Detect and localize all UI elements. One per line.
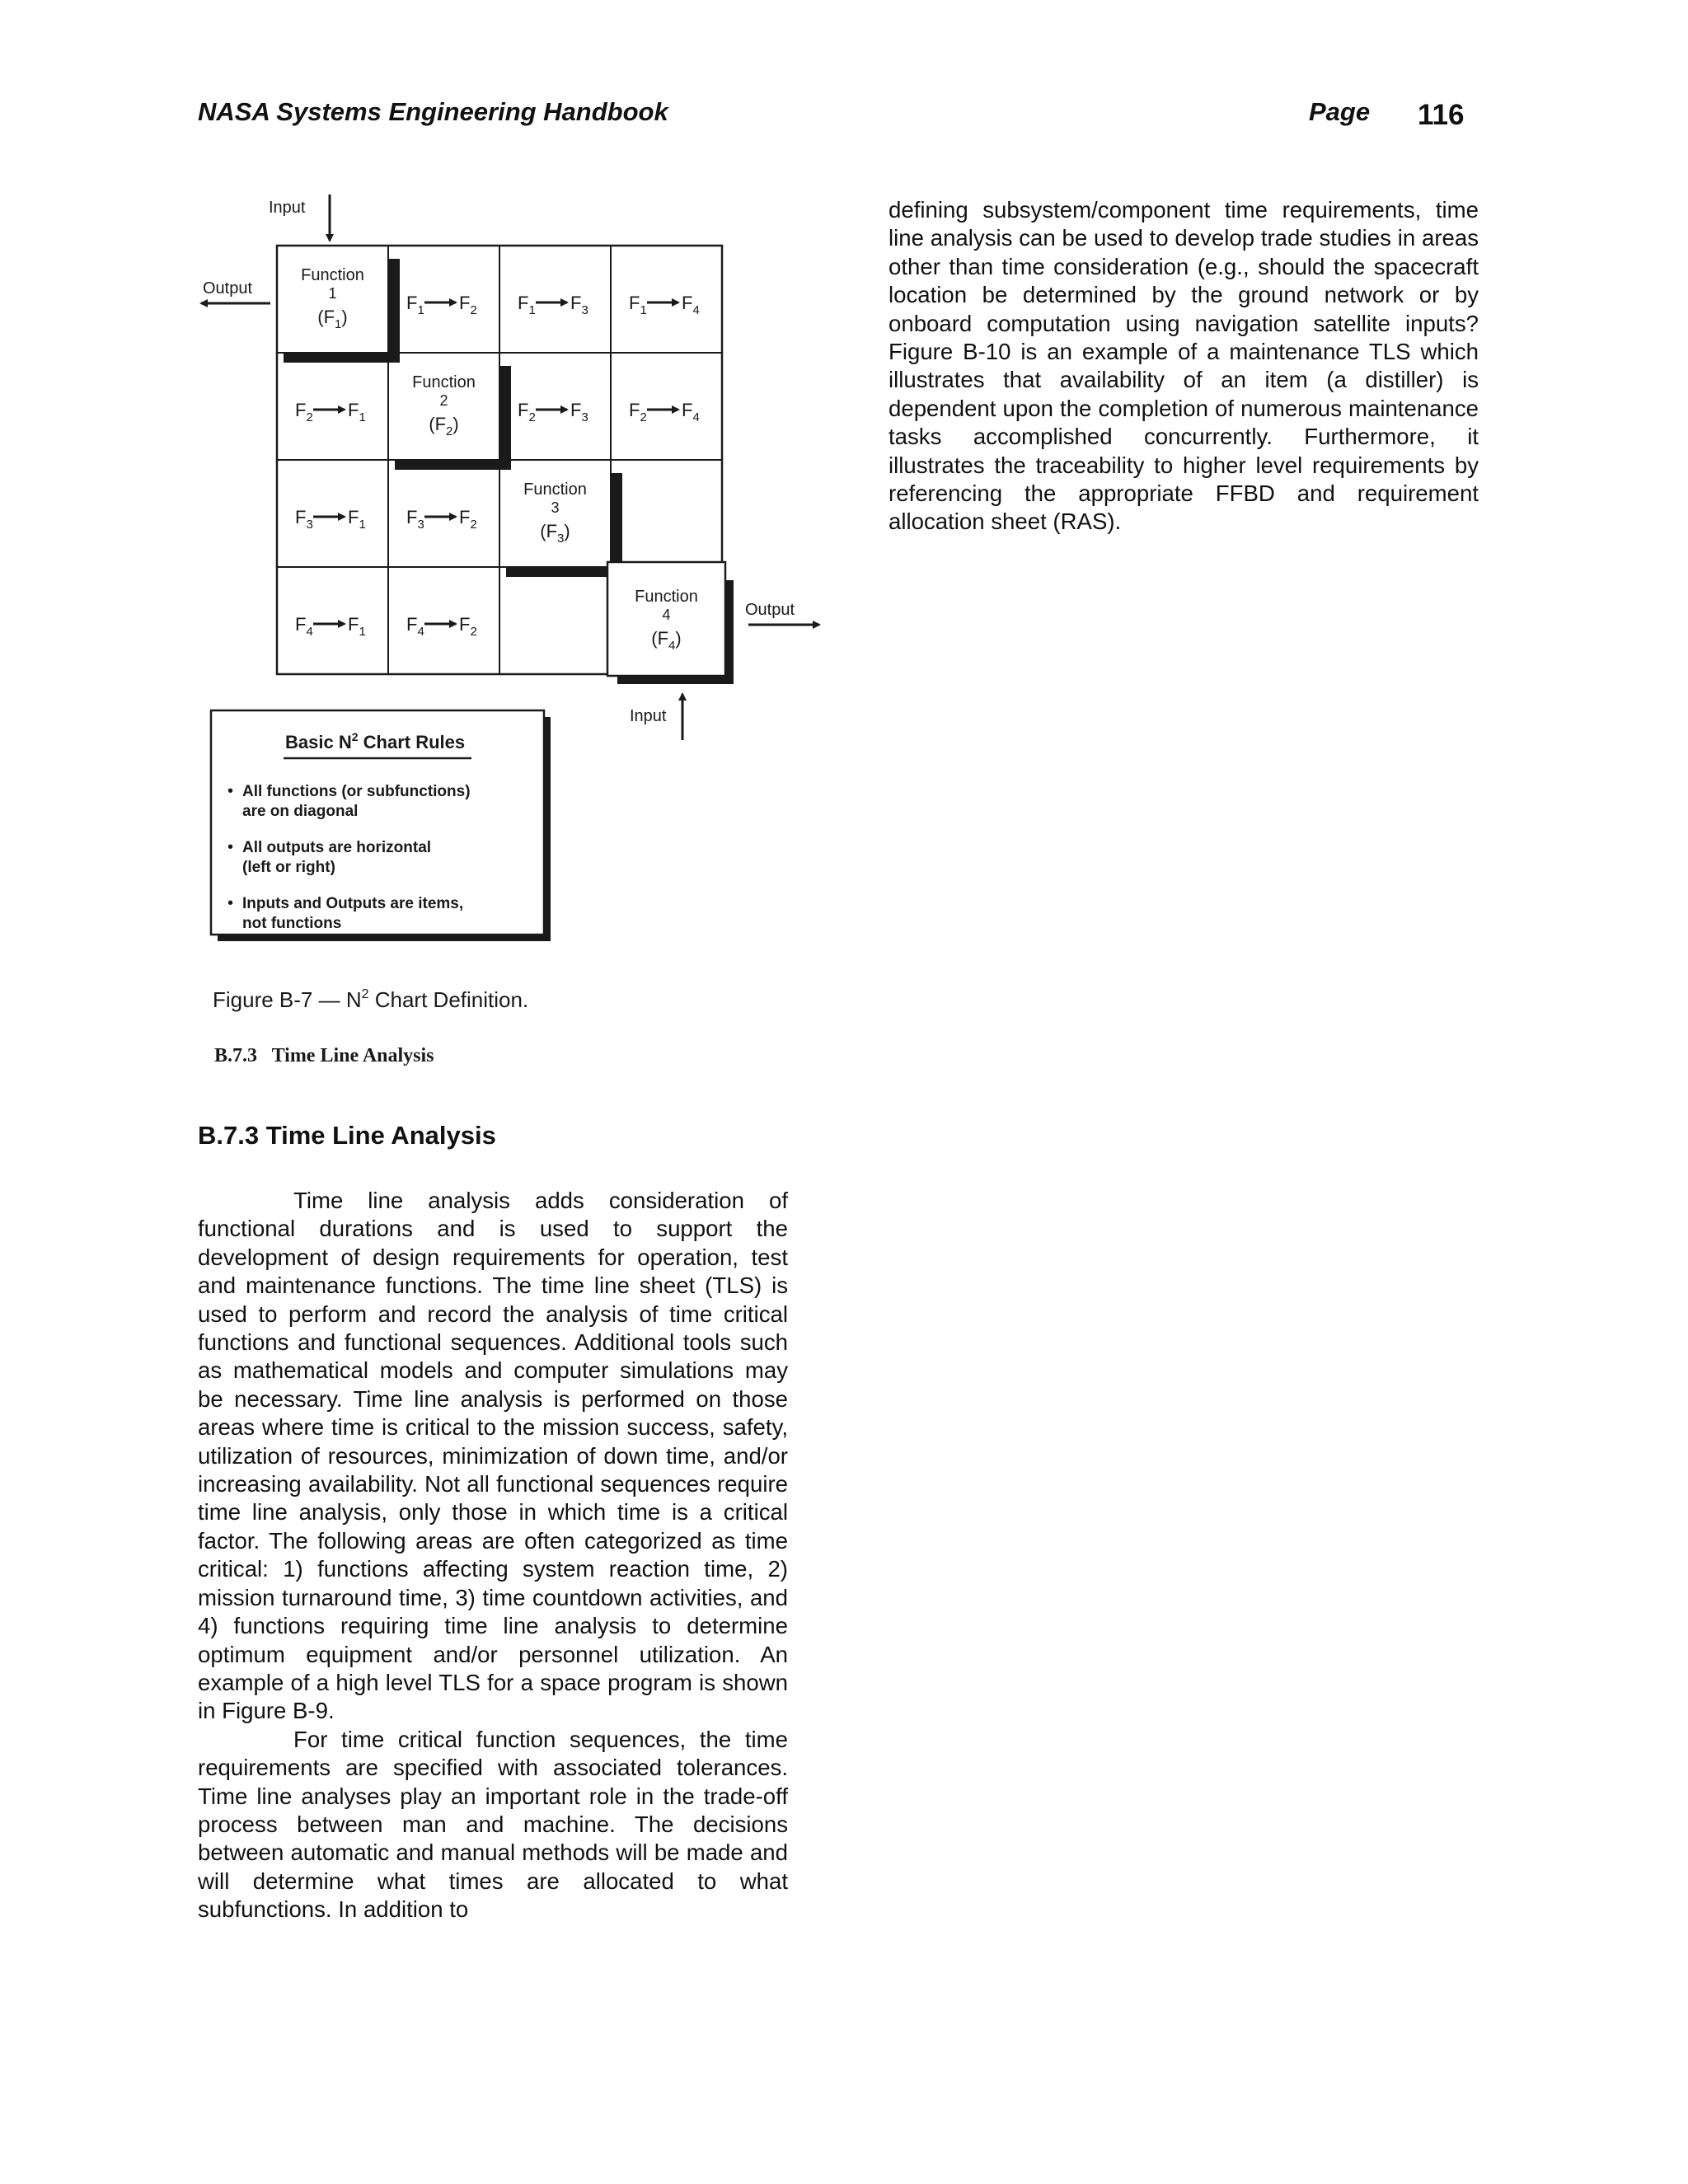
shadow-f2 <box>500 366 511 463</box>
figure-n2-chart <box>191 190 842 1104</box>
function-number: 2 <box>439 392 448 409</box>
interface-from-letter: F <box>629 293 640 313</box>
interface-cell-f4-f1 <box>295 614 366 639</box>
interface-to-letter: F <box>348 614 359 635</box>
interface-cell-f2-f3 <box>518 400 588 424</box>
interface-to <box>682 293 700 317</box>
interface-to-letter: F <box>570 400 582 420</box>
interface-from-sub: 3 <box>306 518 313 532</box>
rules-item-line: All outputs are horizontal <box>242 839 432 856</box>
shadow-f1-bottom <box>284 353 400 363</box>
interface-to-sub: 1 <box>359 410 366 424</box>
function-cell-4 <box>607 562 725 676</box>
interface-from-letter: F <box>295 507 307 527</box>
function-code-open: ( <box>540 521 546 541</box>
interface-to <box>570 400 588 424</box>
function-name: Function <box>301 266 364 284</box>
function-code <box>317 307 347 331</box>
rules-item-line: not functions <box>242 915 342 932</box>
interface-to-letter: F <box>459 507 471 527</box>
interface-from-letter: F <box>518 293 529 313</box>
function-code-letter: F <box>434 414 447 434</box>
interface-cell-f1-f4 <box>629 293 700 317</box>
rules-item-line: Inputs and Outputs are items, <box>242 895 464 912</box>
function-number: 3 <box>551 499 560 516</box>
interface-from <box>295 614 313 639</box>
scanned-section-heading: B.7.3 Time Line Analysis <box>214 1045 434 1066</box>
shadow-f2-bottom <box>395 460 511 470</box>
function-name: Function <box>412 373 476 391</box>
interface-cell-f2-f1 <box>295 400 366 424</box>
interface-to <box>459 614 477 639</box>
figure-caption-suffix: Chart Definition. <box>368 987 529 1012</box>
interface-from <box>629 400 647 424</box>
input-label-bottom: Input <box>630 707 667 725</box>
function-code-sub: 3 <box>557 532 565 546</box>
interface-to-letter: F <box>348 400 359 420</box>
shadow-f1 <box>389 259 400 356</box>
interface-cell-f3-f2 <box>406 507 477 532</box>
function-number: 4 <box>662 607 671 623</box>
interface-from-sub: 2 <box>306 410 313 424</box>
figure-caption-prefix: Figure B-7 — N <box>213 987 362 1012</box>
function-cells <box>301 266 725 676</box>
interface-to <box>459 293 477 317</box>
function-code-letter: F <box>546 521 558 541</box>
interface-cell-f1-f2 <box>406 293 477 317</box>
interface-from-sub: 4 <box>306 625 313 639</box>
body-paragraph: For time critical function sequences, the time requirements are specified with associated tolerances. Time line analyses play an important role in the trade-off process between man and machine. The decisions between automatic and manual methods will be made and will determine what times are allocated to what subfunctions. In addition to <box>198 1726 788 1923</box>
rules-title <box>285 730 465 752</box>
interface-to <box>348 400 366 424</box>
function-cell-1 <box>301 266 364 331</box>
function-code-close: ) <box>341 307 348 327</box>
rules-title-rest: Chart Rules <box>358 732 466 752</box>
page-number: 116 <box>1418 99 1465 131</box>
function-code-sub: 2 <box>446 424 453 438</box>
function-code <box>429 414 458 438</box>
interface-to-sub: 3 <box>581 303 588 317</box>
interface-cell-f2-f4 <box>629 400 700 424</box>
function-name: Function <box>523 480 587 499</box>
interface-from <box>295 507 313 532</box>
interface-from-letter: F <box>406 293 418 313</box>
running-header-page-label: Page <box>1309 97 1371 126</box>
function-code-letter: F <box>323 307 335 327</box>
interface-to-letter: F <box>682 293 693 313</box>
interface-to-sub: 2 <box>470 625 477 639</box>
interface-from-letter: F <box>518 400 529 420</box>
function-code-close: ) <box>675 628 682 649</box>
interface-to-letter: F <box>570 293 582 313</box>
rules-title-sup: 2 <box>351 730 359 743</box>
interface-cell-f4-f2 <box>406 614 477 639</box>
figure-caption-sup: 2 <box>361 987 369 1001</box>
interface-from <box>406 293 424 317</box>
body-paragraph: Time line analysis adds consideration of functional durations and is used to support the development of design requirements for operation, test and maintenance functions. The time line sheet (TLS) is used to perform and record the analysis of time critical functions and functional sequences. Additional tools such as mathematical models and computer simulations may be necessary. Time line analysis is performed on those areas where time is critical to the mission success, safety, utilization of resources, minimization of down time, and/or increasing availability. Not all functional sequences require time line analysis, only those in which time is a critical factor. The following areas are often categorized as time critical: 1) functions affecting system reaction time, 2) mission turnaround time, 3) time countdown activities, and 4) functions requiring time line analysis to determine optimum equipment and/or personnel utilization. An example of a high level TLS for a space program is shown in Figure B-9. <box>198 1188 788 1724</box>
interface-to <box>459 507 477 532</box>
rules-title-main: Basic N <box>285 732 352 752</box>
body-paragraph: defining subsystem/component time requirements, time line analysis can be used to develop trade studies in areas other than time consideration (e.g., should the spacecraft location be determined by the ground network or by onboard computation using navigation satellite inputs? Figure B-10 is an example of a maintenance TLS which illustrates that availability of an item (a distiller) is dependent upon the completion of numerous maintenance tasks accomplished concurrently. Furthermore, it illustrates the traceability to higher level requirements by referencing the appropriate FFBD and requirement allocation sheet (RAS). <box>889 197 1479 535</box>
interface-cell-f3-f1 <box>295 507 366 532</box>
interface-from-letter: F <box>406 507 418 527</box>
interface-to-letter: F <box>459 293 471 313</box>
figure-caption <box>213 987 528 1012</box>
interface-to-sub: 4 <box>692 303 700 317</box>
interface-from-letter: F <box>295 614 307 635</box>
interface-from-sub: 1 <box>640 303 647 317</box>
interface-to-sub: 4 <box>692 410 700 424</box>
interface-from-letter: F <box>406 614 418 635</box>
interface-to <box>348 614 366 639</box>
interface-from <box>629 293 647 317</box>
shadow-f3 <box>612 473 622 570</box>
section-heading: B.7.3 Time Line Analysis <box>198 1121 496 1150</box>
input-label-top: Input <box>269 199 306 217</box>
interface-to-sub: 3 <box>581 410 588 424</box>
function-code-open: ( <box>651 628 658 649</box>
interface-to-sub: 2 <box>470 518 477 532</box>
body-column-left <box>198 1187 788 1924</box>
interface-to-letter: F <box>459 614 471 635</box>
running-header-title: NASA Systems Engineering Handbook <box>198 97 668 126</box>
function-number: 1 <box>328 285 337 302</box>
interface-from <box>518 293 536 317</box>
function-code-letter: F <box>657 628 669 649</box>
output-label-left: Output <box>203 279 253 298</box>
function-code-sub: 4 <box>668 639 676 653</box>
rules-bullet: • <box>227 782 234 800</box>
interface-from-letter: F <box>295 400 307 420</box>
interface-to <box>570 293 588 317</box>
rules-bullet: • <box>227 894 234 912</box>
function-cell-3 <box>523 480 587 546</box>
shadow-f3-bottom <box>506 567 622 577</box>
interface-to-letter: F <box>348 507 359 527</box>
function-code-sub: 1 <box>335 317 342 331</box>
interface-from <box>406 507 424 532</box>
function-name: Function <box>635 588 698 606</box>
interface-to-sub: 2 <box>470 303 477 317</box>
body-column-right <box>889 196 1479 537</box>
interface-from <box>295 400 313 424</box>
interface-to <box>348 507 366 532</box>
interface-cell-f1-f3 <box>518 293 588 317</box>
interface-from-sub: 2 <box>640 410 647 424</box>
interface-to-letter: F <box>682 400 693 420</box>
interface-from <box>406 614 424 639</box>
interface-to <box>682 400 700 424</box>
interface-from-sub: 3 <box>417 518 424 532</box>
rules-item-line: (left or right) <box>242 859 335 876</box>
rules-bullet: • <box>227 838 234 856</box>
interface-to-sub: 1 <box>359 625 366 639</box>
function-code-close: ) <box>452 414 459 434</box>
interface-from-sub: 1 <box>417 303 424 317</box>
interface-from-sub: 4 <box>417 625 424 639</box>
interface-from-letter: F <box>629 400 640 420</box>
output-label-right: Output <box>745 601 795 619</box>
interface-from <box>518 400 536 424</box>
interface-from-sub: 1 <box>528 303 536 317</box>
function-cell-2 <box>412 373 476 438</box>
n2-chart-diagram <box>191 190 842 1104</box>
function-code-open: ( <box>429 414 435 434</box>
interface-from-sub: 2 <box>528 410 536 424</box>
rules-item-line: are on diagonal <box>242 803 359 820</box>
interface-to-sub: 1 <box>359 518 366 532</box>
function-code-close: ) <box>564 521 570 541</box>
function-code <box>540 521 570 546</box>
function-code-open: ( <box>317 307 324 327</box>
rules-item-line: All functions (or subfunctions) <box>242 783 471 800</box>
